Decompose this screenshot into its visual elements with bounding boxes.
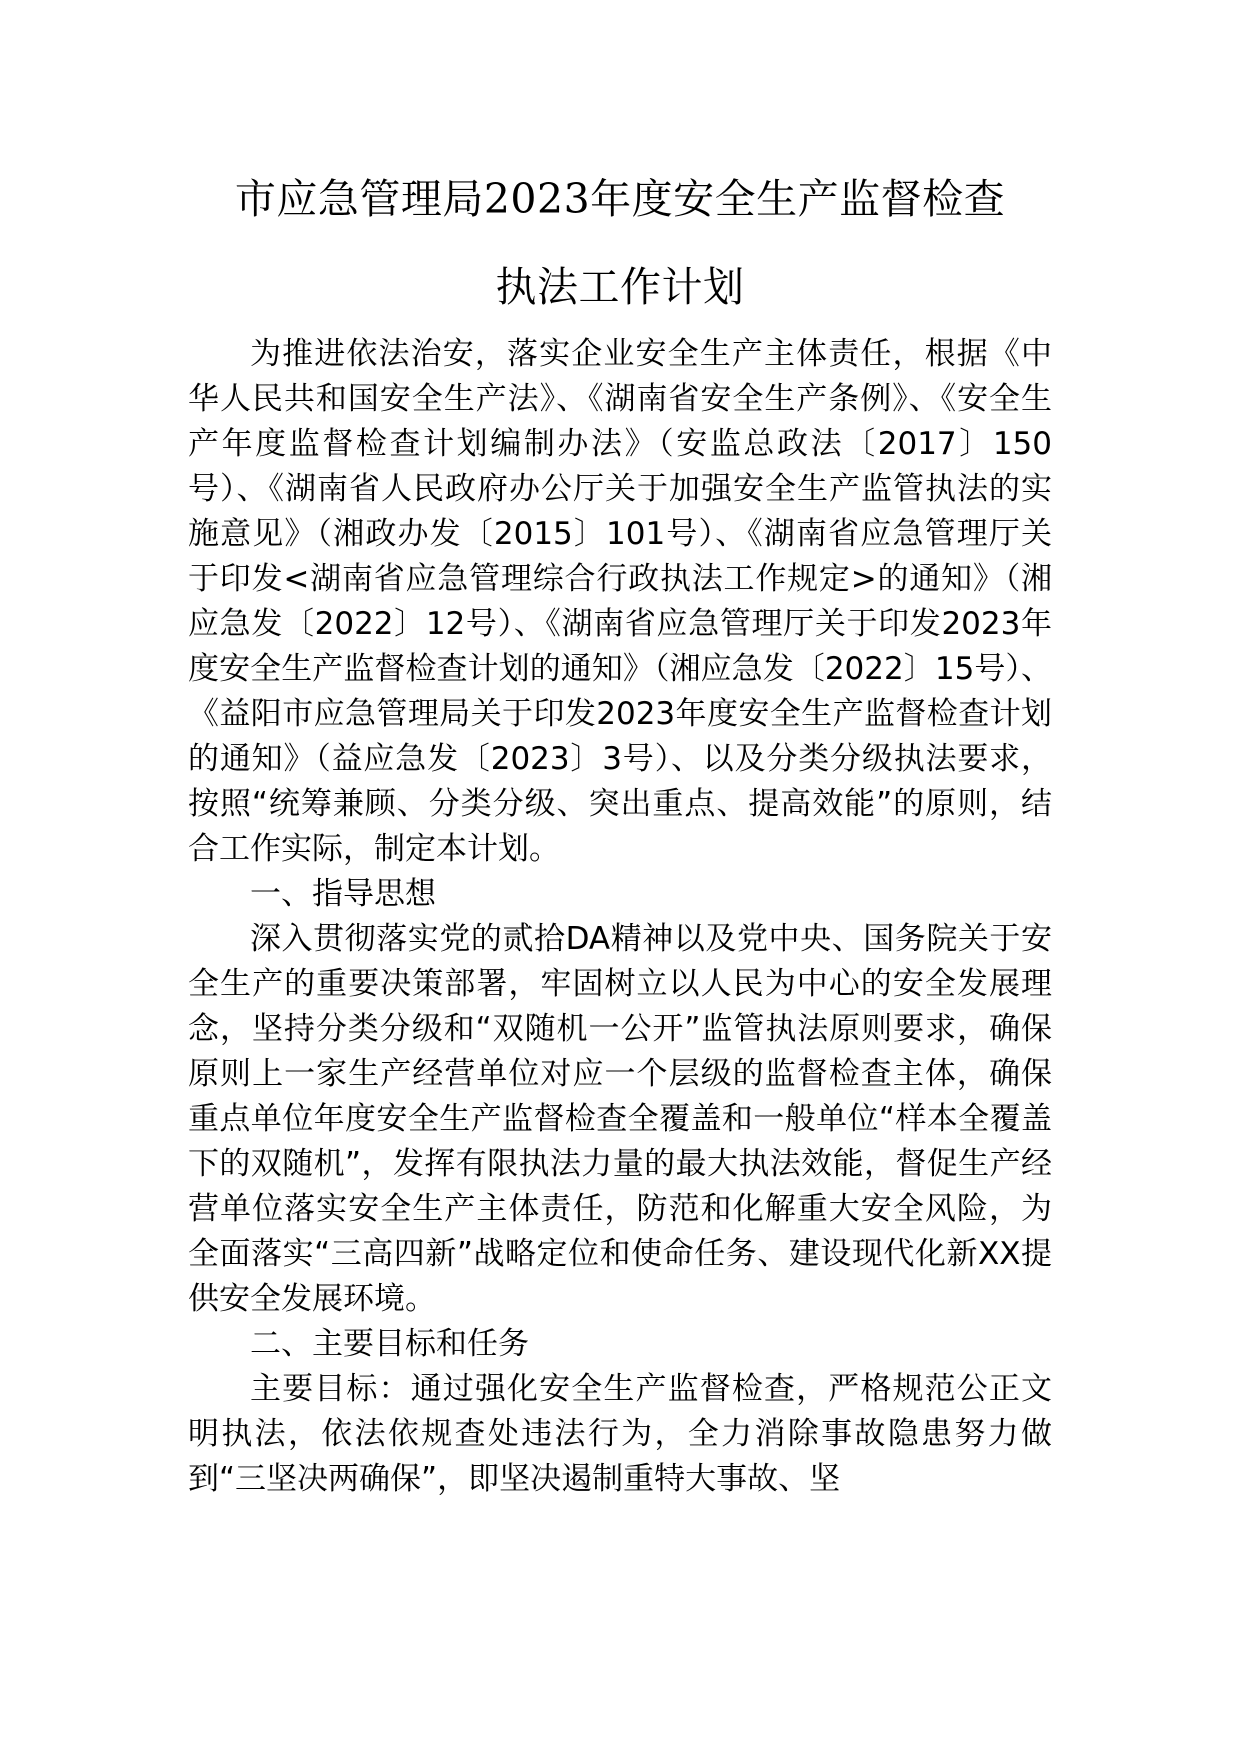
document-title-line-2: 执法工作计划 <box>495 263 745 311</box>
section-2-heading: 二、主要目标和任务 <box>250 1326 529 1362</box>
section-1-heading: 一、指导思想 <box>250 876 436 912</box>
document-body <box>188 332 1052 1502</box>
section-1-paragraph: 深入贯彻落实党的贰拾DA精神以及党中央、国务院关于安全生产的重要决策部署，牢固树立以人民为中心的安全发展理念，坚持分类分级和“双随机一公开”监管执法原则要求，确保原则上一家生产经营单位对应一个层级的监督检查主体，确保重点单位年度安全生产监督检查全覆盖和一般单位“样本全覆盖下的双随机”，发挥有限执法力量的最大执法效能，督促生产经营单位落实安全生产主体责任，防范和化解重大安全风险，为全面落实“三高四新”战略定位和使命任务、建设现代化新XX提供安全发展环境。 <box>188 921 1052 1317</box>
intro-paragraph: 为推进依法治安，落实企业安全生产主体责任，根据《中华人民共和国安全生产法》、《湖南省安全生产条例》、《安全生产年度监督检查计划编制办法》（安监总政法〔2017〕150号）、《湖南省人民政府办公厅关于加强安全生产监管执法的实施意见》（湘政办发〔2015〕101号）、《湖南省应急管理厅关于印发<湖南省应急管理综合行政执法工作规定>的通知》（湘应急发〔2022〕12号）、《湖南省应急管理厅关于印发2023年度安全生产监督检查计划的通知》（湘应急发〔2022〕15号）、《益阳市应急管理局关于印发2023年度安全生产监督检查计划的通知》（益应急发〔2023〕3号）、以及分类分级执法要求，按照“统筹兼顾、分类分级、突出重点、提高效能”的原则，结合工作实际，制定本计划。 <box>188 336 1052 867</box>
section-2-paragraph: 主要目标：通过强化安全生产监督检查，严格规范公正文明执法，依法依规查处违法行为，全力消除事故隐患努力做到“三坚决两确保”，即坚决遏制重特大事故、坚 <box>188 1371 1052 1497</box>
document-title-line-1: 市应急管理局2023年度安全生产监督检查 <box>234 175 1006 223</box>
